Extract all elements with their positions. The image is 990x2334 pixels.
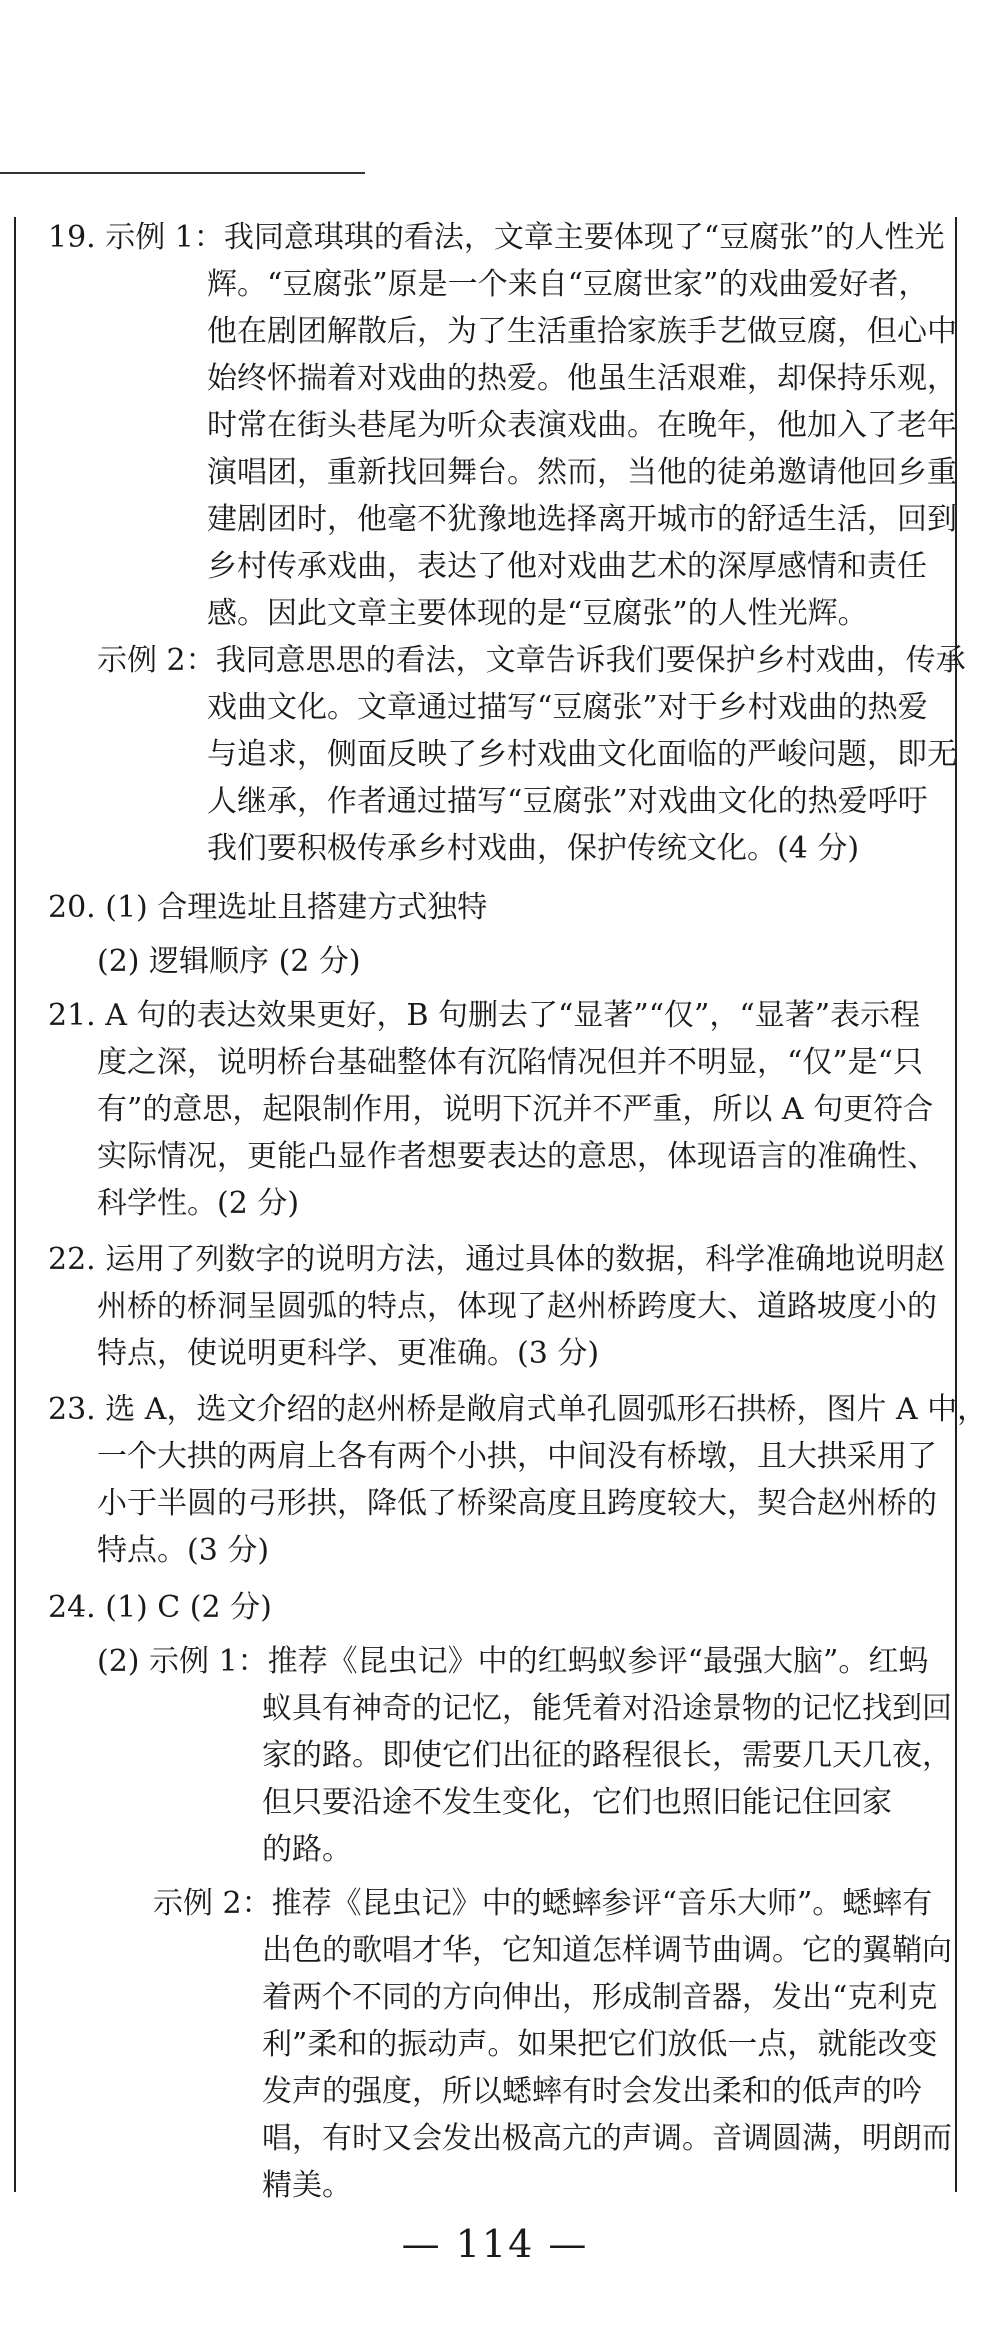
text-line: 出色的歌唱才华，它知道怎样调节曲调。它的翼鞘向 xyxy=(262,1933,952,1968)
text-line: 州桥的桥洞呈圆弧的特点，体现了赵州桥跨度大、道路坡度小的 xyxy=(97,1289,937,1324)
text-line: 23. 选 A，选文介绍的赵州桥是敞肩式单孔圆弧形石拱桥，图片 A 中， xyxy=(48,1392,988,1427)
text-line: 21. A 句的表达效果更好，B 句删去了“显著”“仅”，“显著”表示程 xyxy=(48,998,921,1033)
text-line: 与追求，侧面反映了乡村戏曲文化面临的严峻问题，即无 xyxy=(207,737,957,772)
text-line: 19. 示例 1：我同意琪琪的看法，文章主要体现了“豆腐张”的人性光 xyxy=(48,220,945,255)
text-line: 戏曲文化。文章通过描写“豆腐张”对于乡村戏曲的热爱 xyxy=(207,690,928,725)
text-line: 唱，有时又会发出极高亢的声调。音调圆满，明朗而 xyxy=(262,2121,952,2156)
text-line: 20. (1) 合理选址且搭建方式独特 xyxy=(48,890,488,925)
text-line: 感。因此文章主要体现的是“豆腐张”的人性光辉。 xyxy=(207,596,868,631)
text-line: 一个大拱的两肩上各有两个小拱，中间没有桥墩，且大拱采用了 xyxy=(97,1439,937,1474)
text-line: 精美。 xyxy=(262,2168,352,2203)
text-line: 小于半圆的弓形拱，降低了桥梁高度且跨度较大，契合赵州桥的 xyxy=(97,1486,937,1521)
text-line: 实际情况，更能凸显作者想要表达的意思，体现语言的准确性、 xyxy=(97,1139,937,1174)
text-line: (2) 示例 1：推荐《昆虫记》中的红蚂蚁参评“最强大脑”。红蚂 xyxy=(97,1644,929,1679)
text-line: 特点。(3 分) xyxy=(97,1533,270,1568)
page-number: — 114 — xyxy=(401,2222,589,2266)
text-line: 着两个不同的方向伸出，形成制音器，发出“克利克 xyxy=(262,1980,938,2015)
text-line: 辉。“豆腐张”原是一个来自“豆腐世家”的戏曲爱好者， xyxy=(207,267,929,302)
text-line: 示例 2：推荐《昆虫记》中的蟋蟀参评“音乐大师”。蟋蟀有 xyxy=(153,1886,933,1921)
text-line: 他在剧团解散后，为了生活重拾家族手艺做豆腐，但心中 xyxy=(207,314,957,349)
text-line: 始终怀揣着对戏曲的热爱。他虽生活艰难，却保持乐观， xyxy=(207,361,957,396)
text-line: 家的路。即使它们出征的路程很长，需要几天几夜， xyxy=(262,1738,952,1773)
text-line: 演唱团，重新找回舞台。然而，当他的徒弟邀请他回乡重 xyxy=(207,455,957,490)
text-line: 示例 2：我同意思思的看法，文章告诉我们要保护乡村戏曲，传承 xyxy=(97,643,966,678)
text-line: 人继承，作者通过描写“豆腐张”对戏曲文化的热爱呼吁 xyxy=(207,784,928,819)
text-line: 24. (1) C (2 分) xyxy=(48,1590,272,1625)
text-line: 特点，使说明更科学、更准确。(3 分) xyxy=(97,1336,600,1371)
text-line: 发声的强度，所以蟋蟀有时会发出柔和的低声的吟 xyxy=(262,2074,922,2109)
text-line: 乡村传承戏曲，表达了他对戏曲艺术的深厚感情和责任 xyxy=(207,549,927,584)
text-line: 我们要积极传承乡村戏曲，保护传统文化。(4 分) xyxy=(207,831,860,866)
text-line: 时常在街头巷尾为听众表演戏曲。在晚年，他加入了老年 xyxy=(207,408,957,443)
text-line: 蚁具有神奇的记忆，能凭着对沿途景物的记忆找到回 xyxy=(262,1691,952,1726)
top-rule xyxy=(0,172,365,174)
text-line: 建剧团时，他毫不犹豫地选择离开城市的舒适生活，回到 xyxy=(207,502,957,537)
text-line: 度之深，说明桥台基础整体有沉陷情况但并不明显，“仅”是“只 xyxy=(97,1045,924,1080)
left-margin-line xyxy=(14,217,16,2192)
text-line: 利”柔和的振动声。如果把它们放低一点，就能改变 xyxy=(262,2027,938,2062)
text-line: 科学性。(2 分) xyxy=(97,1186,300,1221)
text-line: (2) 逻辑顺序 (2 分) xyxy=(97,944,361,979)
text-line: 22. 运用了列数字的说明方法，通过具体的数据，科学准确地说明赵 xyxy=(48,1242,946,1277)
text-line: 但只要沿途不发生变化，它们也照旧能记住回家 xyxy=(262,1785,892,1820)
text-line: 的路。 xyxy=(262,1832,352,1867)
text-line: 有”的意思，起限制作用，说明下沉并不严重，所以 A 句更符合 xyxy=(97,1092,934,1127)
